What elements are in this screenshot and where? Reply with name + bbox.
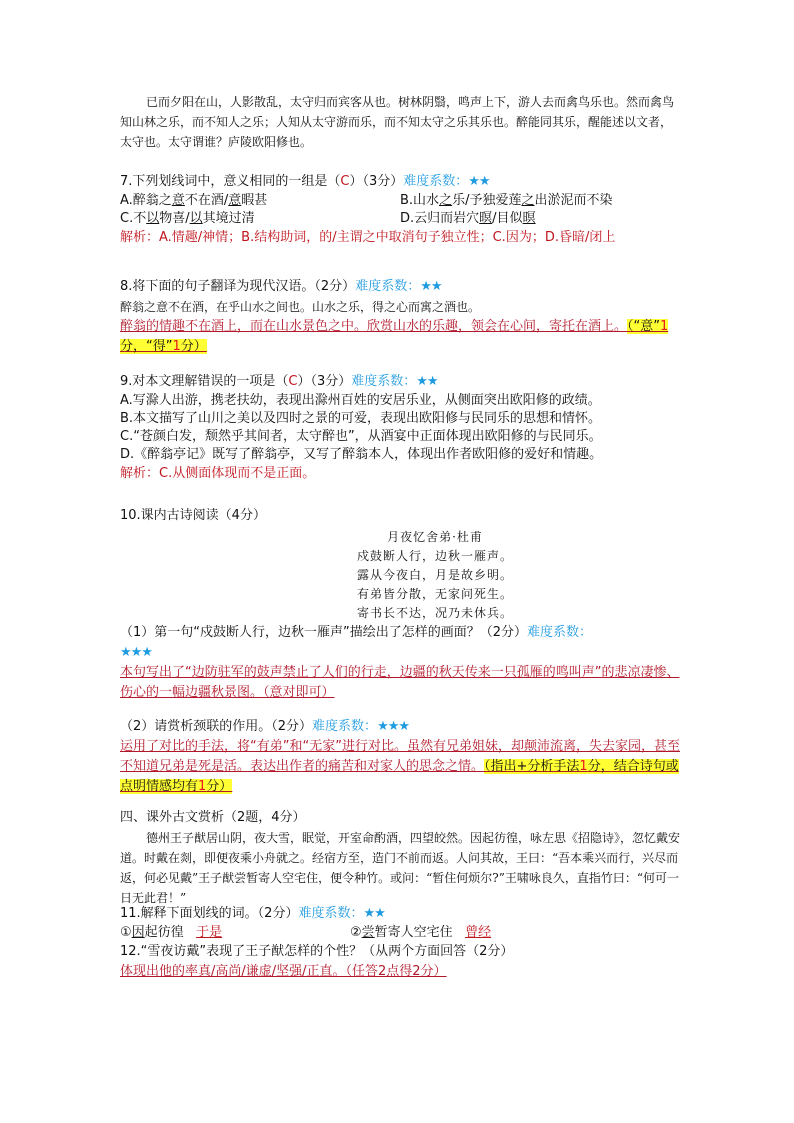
q9-difficulty-label: 难度系数： xyxy=(351,374,417,389)
section-4 xyxy=(120,808,680,908)
q10-sub1-answer: 本句写出了“边防驻军的鼓声禁止了人们的行走，边疆的秋天传来一只孤雁的鸣叫声”的悲凉凄惨、伤心的一幅边疆秋景图。（意对即可） xyxy=(120,665,680,700)
q7-d-2: /目似 xyxy=(492,211,523,226)
question-9 xyxy=(120,372,680,484)
question-7-stem xyxy=(120,172,680,192)
q11-i1-answer: 于是 xyxy=(196,925,223,940)
question-8 xyxy=(120,277,680,357)
q10-sub2-answer xyxy=(120,737,680,797)
q11-difficulty-label: 难度系数： xyxy=(298,906,364,921)
passage-text: 已而夕阳在山，人影散乱，太守归而宾客从也。树林阴翳，鸣声上下，游人去而禽鸟乐也。然而禽鸟知山林之乐，而不知人之乐；人知从太守游而乐，而不知太守之乐其乐也。醉能同其乐，醒能述以文者，太守也。太守谓谁？庐陵欧阳修也。 xyxy=(120,95,675,149)
q7-option-a xyxy=(120,192,400,210)
q11-i2-u: 尝 xyxy=(361,925,375,940)
q9-stars-icon: ★★ xyxy=(416,374,438,389)
poem-line-4: 寄书长不达，况乃未休兵。 xyxy=(356,606,513,620)
question-12 xyxy=(120,942,680,982)
question-11 xyxy=(120,904,680,942)
q7-option-c xyxy=(120,210,400,228)
poem-line-2: 露从今夜白，月是故乡明。 xyxy=(356,568,513,582)
q10-sub1 xyxy=(120,623,680,663)
question-9-stem xyxy=(120,372,680,392)
q7-explanation: 解析：A.情趣/神情；B.结构助词，的/主谓之中取消句子独立性；C.因为；D.昏暗/闭上 xyxy=(120,230,616,245)
q10-note-a: （指出+分析手法 xyxy=(484,759,580,774)
q8-note-b: 分，“得” xyxy=(120,339,173,354)
q7-a-1: A.醉翁之 xyxy=(120,193,172,208)
q8-one-b: 1 xyxy=(172,339,181,354)
q10-sub2-answer-text: 运用了对比的手法，将“有弟”和“无家”进行对比。虽然有兄弟姐妹，却颠沛流离，失去家园，甚至不知道兄弟是死是活。表达出作者的痛苦和对家人的思念之情。 xyxy=(120,739,680,774)
q11-items xyxy=(120,924,680,942)
q7-b-u2: 之 xyxy=(521,193,535,208)
q10-sub1-stars-icon: ★★★ xyxy=(120,645,152,660)
q7-b-2: 乐/予独爱莲 xyxy=(452,193,522,208)
q10-sub2-text: （2）请赏析颈联的作用。（2分） xyxy=(120,719,313,734)
question-11-stem xyxy=(120,904,680,924)
question-10-stem: 10.课内古诗阅读（4分） xyxy=(120,508,266,523)
q9-stem-text: 9.对本文理解错误的一项是（ xyxy=(120,374,289,389)
q7-a-2: 不在酒/ xyxy=(184,193,229,208)
question-12-stem: 12.“雪夜访戴”表现了王子猷怎样的个性？（从两个方面回答（2分） xyxy=(120,944,514,959)
q7-tail: ）（3分） xyxy=(349,174,404,189)
q9-answer: C xyxy=(288,374,298,389)
q9-option-a: A.写滁人出游，携老扶幼，表现出滁州百姓的安居乐业，从侧面突出欧阳修的政绩。 xyxy=(120,393,601,408)
q10-sub1-difficulty-label: 难度系数： xyxy=(527,625,593,640)
q10-one-b: 1 xyxy=(198,779,207,794)
q8-note-a: （“意” xyxy=(627,319,660,334)
q8-note-c: 分） xyxy=(180,339,207,354)
q7-b-3: 出淤泥而不染 xyxy=(534,193,613,208)
q10-sub1-text: （1）第一句“戍鼓断人行，边秋一雁声”描绘出了怎样的画面？（2分） xyxy=(120,625,528,640)
q7-c-1: C.不 xyxy=(120,211,147,226)
q7-b-u1: 之 xyxy=(439,193,453,208)
poem-line-3: 有弟皆分散，无家问死生。 xyxy=(356,587,513,601)
q11-i2-pre: ② xyxy=(350,925,362,940)
q11-i1-pre: ① xyxy=(120,925,132,940)
q7-c-u2: 以 xyxy=(189,211,203,226)
question-8-stem xyxy=(120,277,680,297)
q10-sub2-stars-icon: ★★★ xyxy=(377,719,410,734)
q7-a-3: 暇甚 xyxy=(241,193,268,208)
q7-b-1: B.山水 xyxy=(400,193,440,208)
q11-stem-text: 11.解释下面划线的词。（2分） xyxy=(120,906,299,921)
q7-option-b xyxy=(400,192,680,210)
q10-sub2 xyxy=(120,717,680,737)
q8-stars-icon: ★★ xyxy=(420,279,442,294)
q9-option-d: D.《醉翁亭记》既写了醉翁亭，又写了醉翁本人，体现出作者欧阳修的爱好和情趣。 xyxy=(120,447,603,462)
q11-item-2 xyxy=(350,924,630,942)
q7-options-row-1 xyxy=(120,192,680,210)
q7-stars-icon: ★★ xyxy=(468,174,490,189)
q10-note-c: 分） xyxy=(206,779,233,794)
q10-one-a: 1 xyxy=(579,759,588,774)
q7-d-u1: 暝 xyxy=(479,211,493,226)
section-4-heading: 四、课外古文赏析（2题，4分） xyxy=(120,810,306,825)
q11-i1-u: 因 xyxy=(131,925,145,940)
q7-d-1: D.云归而岩穴 xyxy=(400,211,480,226)
q9-explanation: 解析：C.从侧面体现而不是正面。 xyxy=(120,466,316,481)
q7-stem-text: 7.下列划线词中，意义相同的一组是（ xyxy=(120,174,341,189)
q9-option-b: B.本文描写了山川之美以及四时之景的可爱，表现出欧阳修与民同乐的思想和情怀。 xyxy=(120,411,602,426)
q7-answer: C xyxy=(340,174,350,189)
passage-block xyxy=(120,92,680,152)
q11-i2-answer: 曾经 xyxy=(465,925,492,940)
question-7 xyxy=(120,172,680,248)
q7-c-3: 其境过清 xyxy=(202,211,255,226)
question-10 xyxy=(120,506,680,797)
q12-answer: 体现出他的率真/高尚/谦虚/坚强/正直。（任答2点得2分） xyxy=(120,964,447,979)
q8-stem-text: 8.将下面的句子翻译为现代汉语。（2分） xyxy=(120,279,356,294)
q11-i1-post: 起彷徨 xyxy=(144,925,184,940)
q9-tail: ）（3分） xyxy=(297,374,352,389)
q10-sub2-difficulty-label: 难度系数： xyxy=(312,719,378,734)
q7-c-2: 物喜/ xyxy=(159,211,190,226)
q11-i2-post: 暂寄人空宅住 xyxy=(374,925,453,940)
q11-stars-icon: ★★ xyxy=(363,906,385,921)
poem-line-1: 戍鼓断人行，边秋一雁声。 xyxy=(356,549,513,563)
q7-d-u2: 暝 xyxy=(522,211,536,226)
q8-answer-text: 醉翁的情趣不在酒上，而在山水景色之中。欣赏山水的乐趣，领会在心间，寄托在酒上。 xyxy=(120,319,628,334)
q10-note-b: 分，结合诗句或点明情感均有 xyxy=(120,759,679,794)
section-4-passage: 德州王子猷居山阴，夜大雪，眠觉，开室命酌酒，四望皎然。因起彷徨，咏左思《招隐诗》，忽忆戴安道。时戴在剡，即便夜乘小舟就之。经宿方至，造门不前而返。人问其故，王曰：“吾本乘兴而行，兴尽而返，何必见戴”王子猷尝暂寄人空宅住，便令种竹。或问：“暂住何烦尔?”王啸咏良久，直指竹曰：“何可一日无此君！” xyxy=(120,831,681,905)
q8-sentence: 醉翁之意不在酒，在乎山水之间也。山水之乐，得之心而寓之酒也。 xyxy=(120,300,481,314)
q7-a-u1: 意 xyxy=(171,193,185,208)
poem-title: 月夜忆舍弟·杜甫 xyxy=(387,530,483,544)
q7-difficulty-label: 难度系数： xyxy=(403,174,469,189)
q7-options-row-2 xyxy=(120,210,680,228)
q8-answer xyxy=(120,317,680,357)
q9-option-c: C.“苍颜白发，颓然乎其间者，太守醉也”，从酒宴中正面体现出欧阳修的与民同乐。 xyxy=(120,429,602,444)
q8-difficulty-label: 难度系数： xyxy=(355,279,421,294)
q7-a-u2: 意 xyxy=(228,193,242,208)
q8-one-a: 1 xyxy=(660,319,669,334)
q7-option-d xyxy=(400,210,680,228)
q7-c-u1: 以 xyxy=(146,211,160,226)
